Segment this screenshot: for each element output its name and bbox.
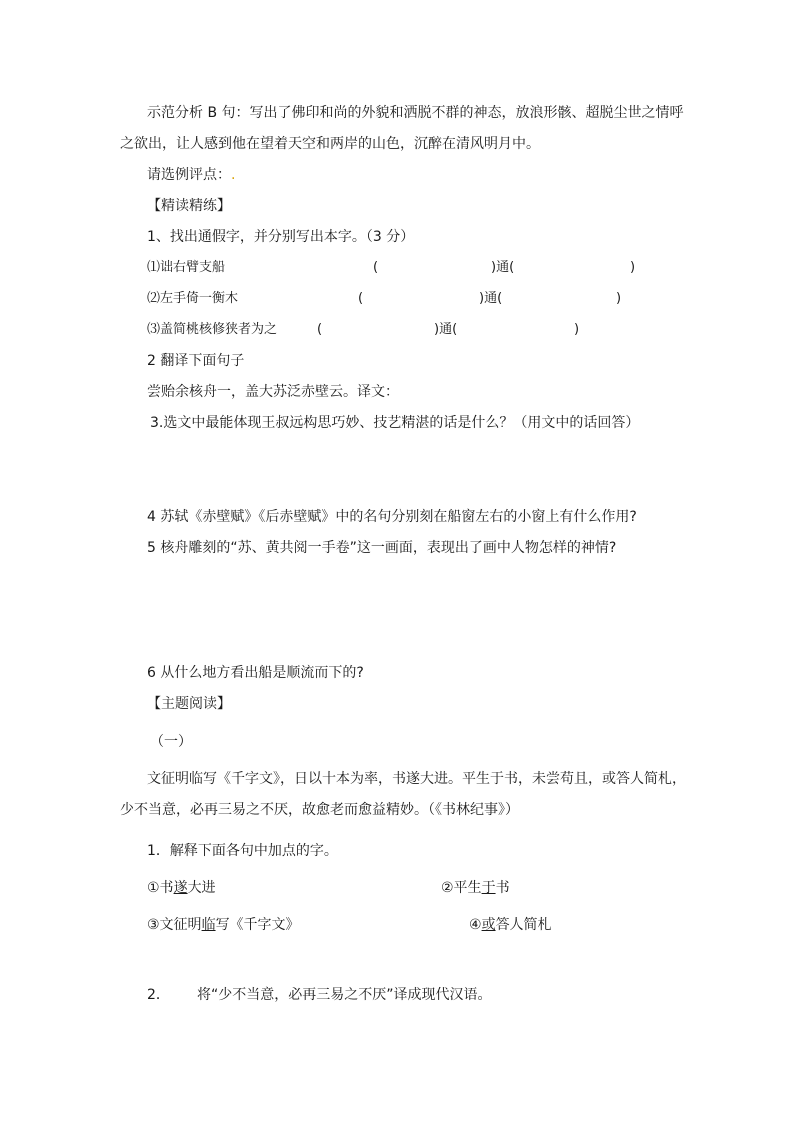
intensive-q3: 3.选文中最能体现王叔远构思巧妙、技艺精湛的话是什么？（用文中的话回答） xyxy=(150,415,640,431)
review-dot: . xyxy=(231,167,236,183)
explain-item-3-post: 写《千字文》 xyxy=(215,917,300,933)
passage-line-1: 文征明临写《千字文》，日以十本为率，书遂大进。平生于书，未尝苟且，或答人简札， xyxy=(147,771,686,787)
explain-item-4-post: 答人简札 xyxy=(495,917,552,933)
theme-q1: 1．解释下面各句中加点的字。 xyxy=(147,843,338,859)
tongjia-item-3-open: ( xyxy=(317,322,323,337)
intensive-q6: 6 从什么地方看出船是顺流而下的? xyxy=(147,665,364,681)
explain-item-4-key: 或 xyxy=(481,917,496,933)
intensive-q5: 5 核舟雕刻的“苏、黄共阅一手卷”这一画面，表现出了画中人物怎样的神情? xyxy=(147,540,617,556)
intensive-q2-sentence: 尝贻余核舟一，盖大苏泛赤壁云。译文： xyxy=(147,384,399,400)
explain-item-4 xyxy=(469,915,552,935)
demo-line-2: 之欲出，让人感到他在望着天空和两岸的山色，沉醉在清风明月中。 xyxy=(120,136,540,152)
tongjia-item-3-tong: )通( xyxy=(434,322,458,337)
intensive-q1: 1、找出通假字，并分别写出本字。（3 分） xyxy=(147,229,415,245)
tongjia-item-2-tong: )通( xyxy=(479,291,503,306)
tongjia-item-2-open: ( xyxy=(358,291,364,306)
explain-item-3-pre: ③文征明 xyxy=(147,917,202,933)
tongjia-item-2-close: ) xyxy=(616,291,622,306)
tongjia-item-3: ⑶盖简桃核修狭者为之 xyxy=(147,322,278,337)
explain-item-4-pre: ④ xyxy=(469,917,482,933)
theme-part: （一） xyxy=(150,734,192,750)
review-label: 请选例评点： xyxy=(147,167,231,183)
theme-heading: 【主题阅读】 xyxy=(147,696,231,712)
explain-item-1 xyxy=(147,878,216,898)
theme-q2-text: 将“少不当意，必再三易之不厌”译成现代汉语。 xyxy=(197,987,492,1003)
passage-line-2: 少不当意，必再三易之不厌，故愈老而愈益精妙。（《书林纪事》） xyxy=(120,802,519,818)
theme-q2-number: 2． xyxy=(147,987,170,1003)
intensive-heading: 【精读精练】 xyxy=(147,198,231,214)
explain-item-3 xyxy=(147,915,300,935)
explain-item-1-key: 遂 xyxy=(173,880,188,896)
tongjia-item-1: ⑴诎右臂支船 xyxy=(147,260,226,275)
tongjia-item-1-close: ) xyxy=(630,260,636,275)
tongjia-item-3-close: ) xyxy=(574,322,580,337)
explain-item-1-pre: ①书 xyxy=(147,880,174,896)
explain-item-2-pre: ②平生 xyxy=(441,880,482,896)
intensive-q4: 4 苏轼《赤壁赋》《后赤壁赋》中的名句分别刻在船窗左右的小窗上有什么作用? xyxy=(147,509,637,525)
tongjia-item-2: ⑵左手倚一衡木 xyxy=(147,291,239,306)
review-prompt xyxy=(147,165,235,185)
tongjia-item-1-open: ( xyxy=(373,260,379,275)
explain-item-2-key: 于 xyxy=(481,880,496,896)
explain-item-1-post: 大进 xyxy=(187,880,216,896)
explain-item-3-key: 临 xyxy=(201,917,216,933)
demo-line-1: 示范分析 B 句：写出了佛印和尚的外貌和洒脱不群的神态，放浪形骸、超脱尘世之情呼 xyxy=(147,105,684,121)
explain-item-2-post: 书 xyxy=(495,880,510,896)
intensive-q2: 2 翻译下面句子 xyxy=(147,353,245,369)
tongjia-item-1-tong: )通( xyxy=(491,260,515,275)
explain-item-2 xyxy=(441,878,510,898)
